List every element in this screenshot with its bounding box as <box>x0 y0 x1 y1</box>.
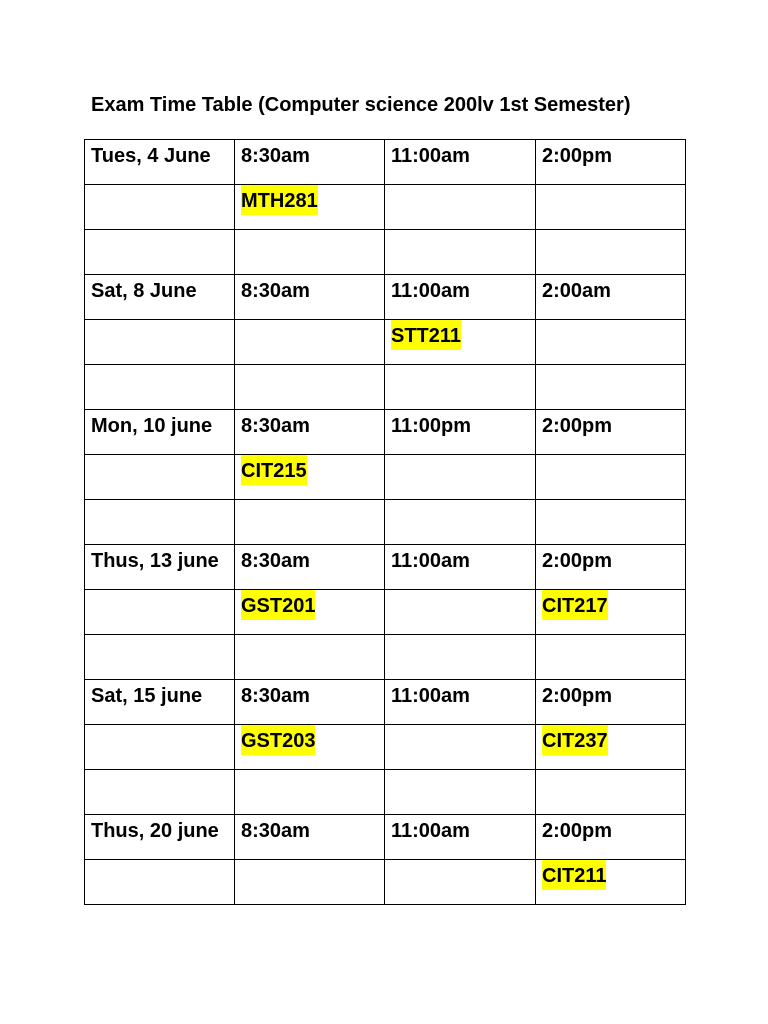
time-slot-cell-text: 11:00am <box>391 145 470 167</box>
course-cell <box>235 185 385 230</box>
empty-cell <box>85 230 235 275</box>
course-cell <box>536 590 686 635</box>
empty-cell <box>235 365 385 410</box>
time-slot-cell <box>536 140 686 185</box>
time-slot-cell <box>536 545 686 590</box>
schedule-day-row <box>85 275 686 320</box>
time-slot-cell-text: 8:30am <box>241 415 310 437</box>
date-cell-text: Mon, 10 june <box>91 415 213 437</box>
time-slot-cell-text: 11:00pm <box>391 415 472 437</box>
course-cell-text: MTH281 <box>241 185 318 215</box>
time-slot-cell <box>385 815 536 860</box>
empty-cell <box>536 230 686 275</box>
empty-cell <box>235 500 385 545</box>
empty-cell <box>385 455 536 500</box>
time-slot-cell-text: 2:00am <box>542 280 611 302</box>
empty-cell <box>85 500 235 545</box>
date-cell <box>85 815 235 860</box>
empty-cell <box>536 635 686 680</box>
empty-cell <box>385 725 536 770</box>
time-slot-cell <box>235 545 385 590</box>
time-slot-cell-text: 8:30am <box>241 820 310 842</box>
exam-timetable <box>84 139 686 905</box>
time-slot-cell-text: 2:00pm <box>542 820 613 842</box>
time-slot-cell <box>536 680 686 725</box>
time-slot-cell <box>385 545 536 590</box>
time-slot-cell <box>235 410 385 455</box>
empty-cell <box>235 230 385 275</box>
empty-cell <box>235 635 385 680</box>
empty-cell <box>85 635 235 680</box>
empty-cell <box>385 860 536 905</box>
schedule-course-row <box>85 455 686 500</box>
empty-cell <box>85 860 235 905</box>
time-slot-cell-text: 8:30am <box>241 280 310 302</box>
time-slot-cell <box>385 140 536 185</box>
schedule-day-row <box>85 545 686 590</box>
date-cell <box>85 410 235 455</box>
time-slot-cell <box>385 410 536 455</box>
time-slot-cell-text: 8:30am <box>241 685 310 707</box>
empty-cell <box>235 320 385 365</box>
time-slot-cell-text: 11:00am <box>391 685 470 707</box>
date-cell <box>85 545 235 590</box>
schedule-day-row <box>85 410 686 455</box>
course-cell-text: CIT217 <box>542 590 608 620</box>
empty-cell <box>385 635 536 680</box>
course-cell-text: CIT211 <box>542 860 606 890</box>
date-cell-text: Thus, 13 june <box>91 550 219 572</box>
schedule-course-row <box>85 320 686 365</box>
date-cell <box>85 140 235 185</box>
schedule-day-row <box>85 140 686 185</box>
time-slot-cell-text: 2:00pm <box>542 685 613 707</box>
schedule-day-row <box>85 815 686 860</box>
schedule-spacer-row <box>85 230 686 275</box>
date-cell <box>85 275 235 320</box>
time-slot-cell-text: 8:30am <box>241 145 310 167</box>
empty-cell <box>85 365 235 410</box>
time-slot-cell-text: 2:00pm <box>542 415 613 437</box>
empty-cell <box>85 590 235 635</box>
course-cell-text: STT211 <box>391 320 461 350</box>
date-cell <box>85 680 235 725</box>
time-slot-cell <box>385 275 536 320</box>
course-cell-text: GST203 <box>241 725 315 755</box>
time-slot-cell-text: 11:00am <box>391 820 470 842</box>
empty-cell <box>385 185 536 230</box>
course-cell <box>536 860 686 905</box>
empty-cell <box>385 590 536 635</box>
time-slot-cell-text: 2:00pm <box>542 145 613 167</box>
empty-cell <box>85 185 235 230</box>
empty-cell <box>536 185 686 230</box>
date-cell-text: Sat, 8 June <box>91 280 197 302</box>
date-cell-text: Tues, 4 June <box>91 145 211 167</box>
schedule-day-row <box>85 680 686 725</box>
course-cell-text: GST201 <box>241 590 315 620</box>
empty-cell <box>536 365 686 410</box>
course-cell <box>235 725 385 770</box>
schedule-course-row <box>85 185 686 230</box>
course-cell <box>235 455 385 500</box>
empty-cell <box>385 770 536 815</box>
date-cell-text: Sat, 15 june <box>91 685 203 707</box>
schedule-spacer-row <box>85 770 686 815</box>
empty-cell <box>385 500 536 545</box>
course-cell-text: CIT237 <box>542 725 608 755</box>
time-slot-cell-text: 8:30am <box>241 550 310 572</box>
empty-cell <box>85 725 235 770</box>
schedule-course-row <box>85 860 686 905</box>
time-slot-cell <box>235 680 385 725</box>
empty-cell <box>536 455 686 500</box>
empty-cell <box>235 860 385 905</box>
empty-cell <box>385 230 536 275</box>
empty-cell <box>85 320 235 365</box>
time-slot-cell <box>536 815 686 860</box>
empty-cell <box>536 500 686 545</box>
time-slot-cell <box>385 680 536 725</box>
course-cell-text: CIT215 <box>241 455 307 485</box>
time-slot-cell <box>235 815 385 860</box>
schedule-course-row <box>85 590 686 635</box>
time-slot-cell <box>536 275 686 320</box>
time-slot-cell-text: 2:00pm <box>542 550 613 572</box>
schedule-spacer-row <box>85 365 686 410</box>
course-cell <box>536 725 686 770</box>
schedule-course-row <box>85 725 686 770</box>
empty-cell <box>85 770 235 815</box>
empty-cell <box>536 770 686 815</box>
empty-cell <box>385 365 536 410</box>
page-title: Exam Time Table (Computer science 200lv 1st Semester) <box>91 94 631 116</box>
date-cell-text: Thus, 20 june <box>91 820 219 842</box>
time-slot-cell-text: 11:00am <box>391 280 470 302</box>
course-cell <box>385 320 536 365</box>
empty-cell <box>536 320 686 365</box>
schedule-spacer-row <box>85 500 686 545</box>
time-slot-cell <box>235 140 385 185</box>
empty-cell <box>85 455 235 500</box>
schedule-spacer-row <box>85 635 686 680</box>
time-slot-cell-text: 11:00am <box>391 550 470 572</box>
time-slot-cell <box>536 410 686 455</box>
empty-cell <box>235 770 385 815</box>
time-slot-cell <box>235 275 385 320</box>
course-cell <box>235 590 385 635</box>
